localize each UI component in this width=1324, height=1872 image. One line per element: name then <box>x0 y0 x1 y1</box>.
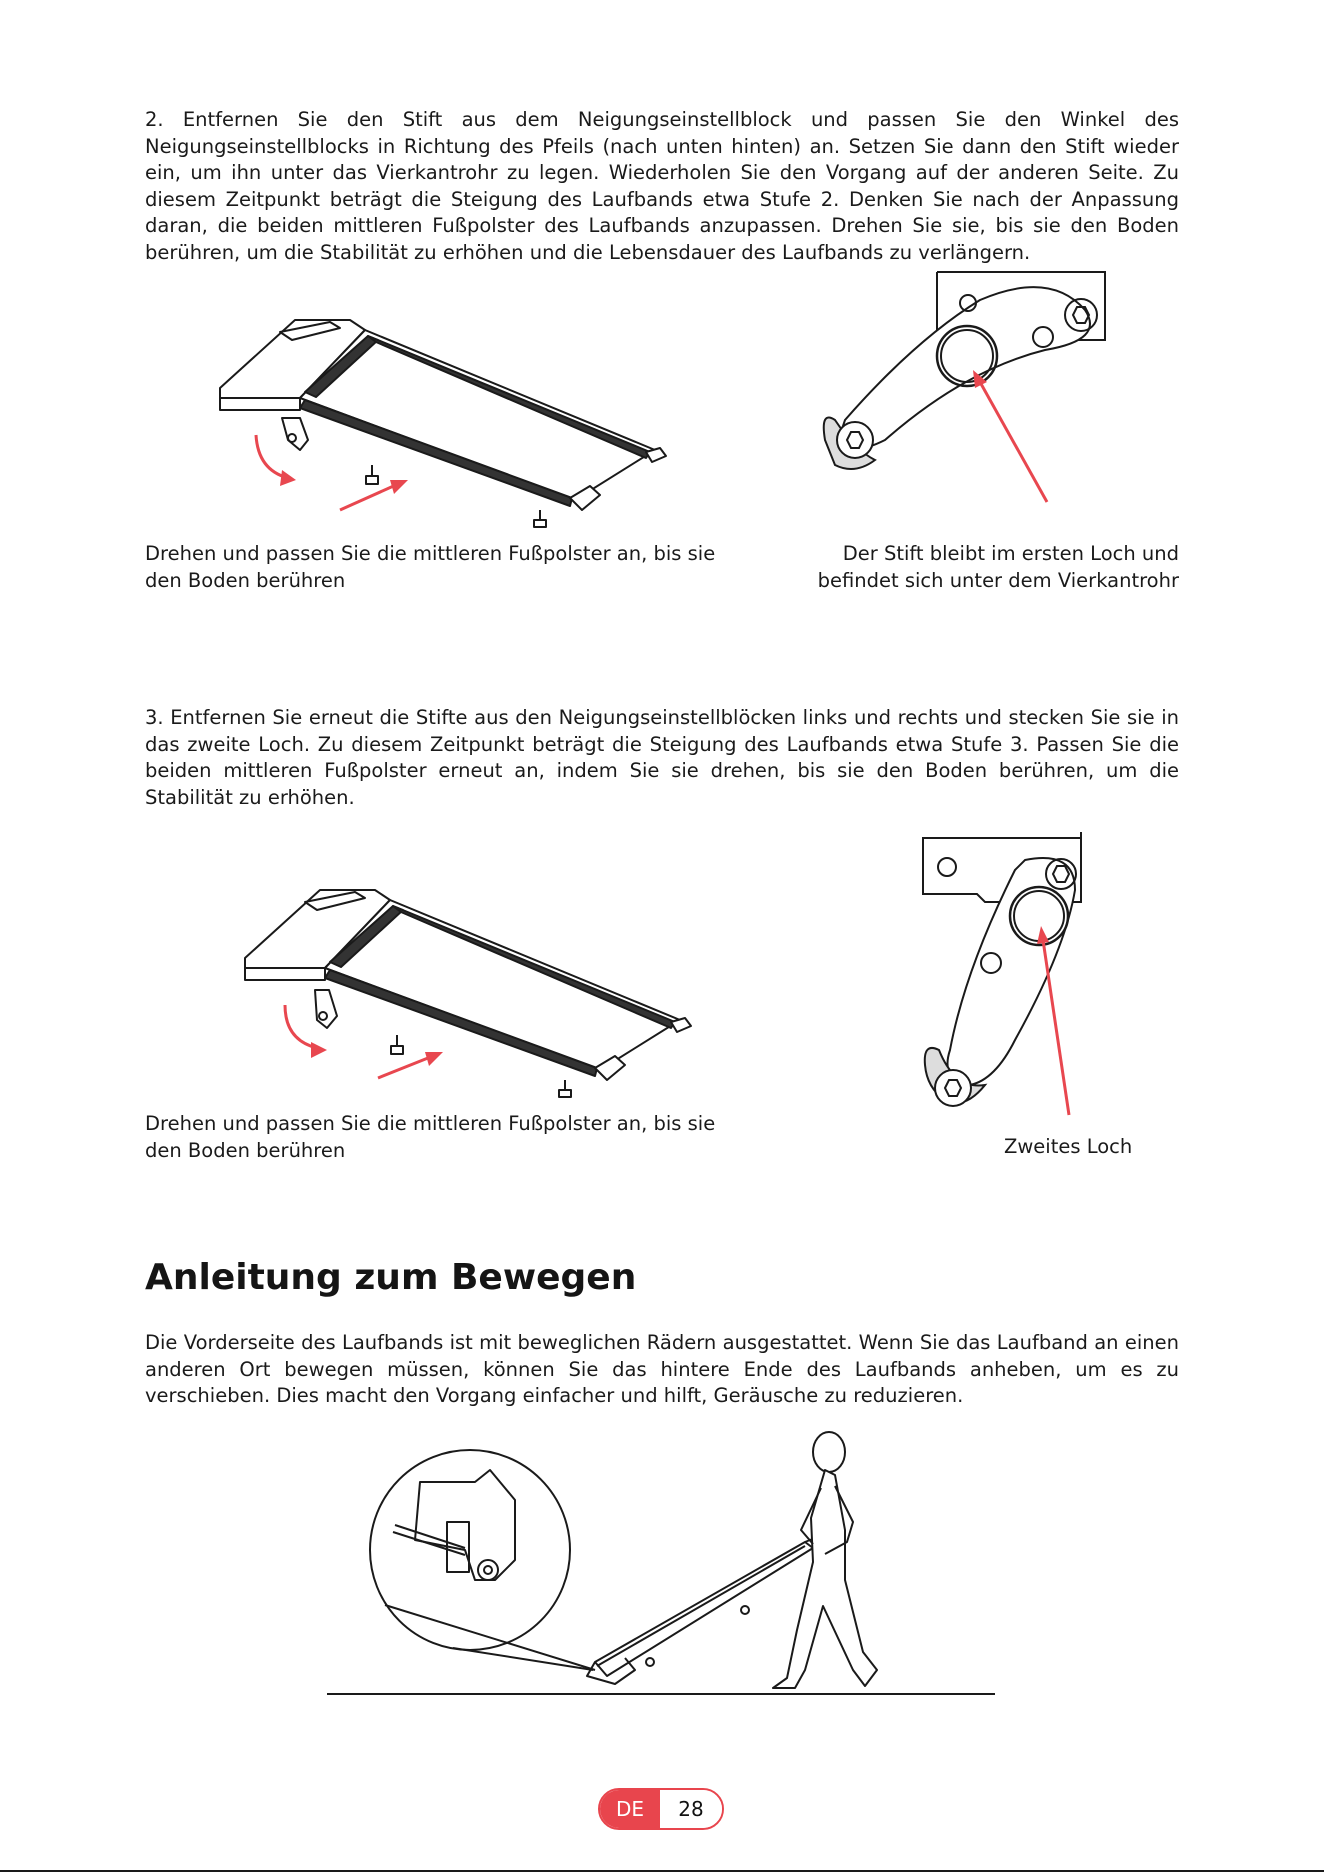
caption-line: befindet sich unter dem Vierkantrohr <box>817 569 1179 592</box>
section-heading: Anleitung zum Bewegen <box>145 1257 637 1298</box>
step-2-paragraph: 2. Entfernen Sie den Stift aus dem Neigungseinstellblock und passen Sie den Winkel des Neigungseinstellblocks in Richtung des Pfeils (nach unten hinten) an. Setzen Sie dann den Stift wieder ein, um ihn unter das Vierkantrohr zu legen. Wiederholen Sie den Vorgang auf der anderen Seite. Zu diesem Zeitpunkt beträgt die Steigung des Laufbands etwa Stufe 2. Denken Sie nach der Anpassung daran, die beiden mittleren Fußpolster des Laufbands anzupassen. Drehen Sie sie, bis sie den Boden berühren, um die Stabilität zu erhöhen und die Lebensdauer des Laufbands zu verlängern. <box>145 108 1179 264</box>
treadmill-illustration-step-2 <box>200 300 680 530</box>
treadmill-illustration-step-3 <box>225 870 705 1100</box>
caption-step-3-left <box>145 1110 715 1164</box>
moving-treadmill-illustration <box>325 1430 1005 1700</box>
caption-line: Drehen und passen Sie die mittleren Fußpolster an, bis sie <box>145 1112 716 1135</box>
caption-step-2-left <box>145 540 715 594</box>
caption-line: Der Stift bleibt im ersten Loch und <box>842 542 1179 565</box>
page-number: 28 <box>660 1790 722 1828</box>
caption-step-2-right <box>818 540 1179 594</box>
moving-paragraph: Die Vorderseite des Laufbands ist mit beweglichen Rädern ausgestattet. Wenn Sie das Laufband an einen anderen Ort bewegen müssen, können Sie das hintere Ende des Laufbands anheben, um es zu verschieben. Dies macht den Vorgang einfacher und hilft, Geräusche zu reduzieren. <box>145 1331 1179 1407</box>
incline-pin-detail-step-3 <box>915 830 1095 1120</box>
incline-pin-detail-step-2 <box>815 270 1125 510</box>
caption-line: den Boden berühren <box>145 569 346 592</box>
page-number-badge <box>598 1788 724 1830</box>
caption-line: Drehen und passen Sie die mittleren Fußpolster an, bis sie <box>145 542 716 565</box>
caption-line: den Boden berühren <box>145 1139 346 1162</box>
language-code: DE <box>600 1790 660 1828</box>
caption-second-hole: Zweites Loch <box>1004 1135 1133 1158</box>
step-3-paragraph: 3. Entfernen Sie erneut die Stifte aus den Neigungseinstellblöcken links und rechts und stecken Sie sie in das zweite Loch. Zu diesem Zeitpunkt beträgt die Steigung des Laufbands etwa Stufe 3. Passen Sie die beiden mittleren Fußpolster erneut an, indem Sie sie drehen, bis sie den Boden berühren, um die Stabilität zu erhöhen. <box>145 706 1179 809</box>
